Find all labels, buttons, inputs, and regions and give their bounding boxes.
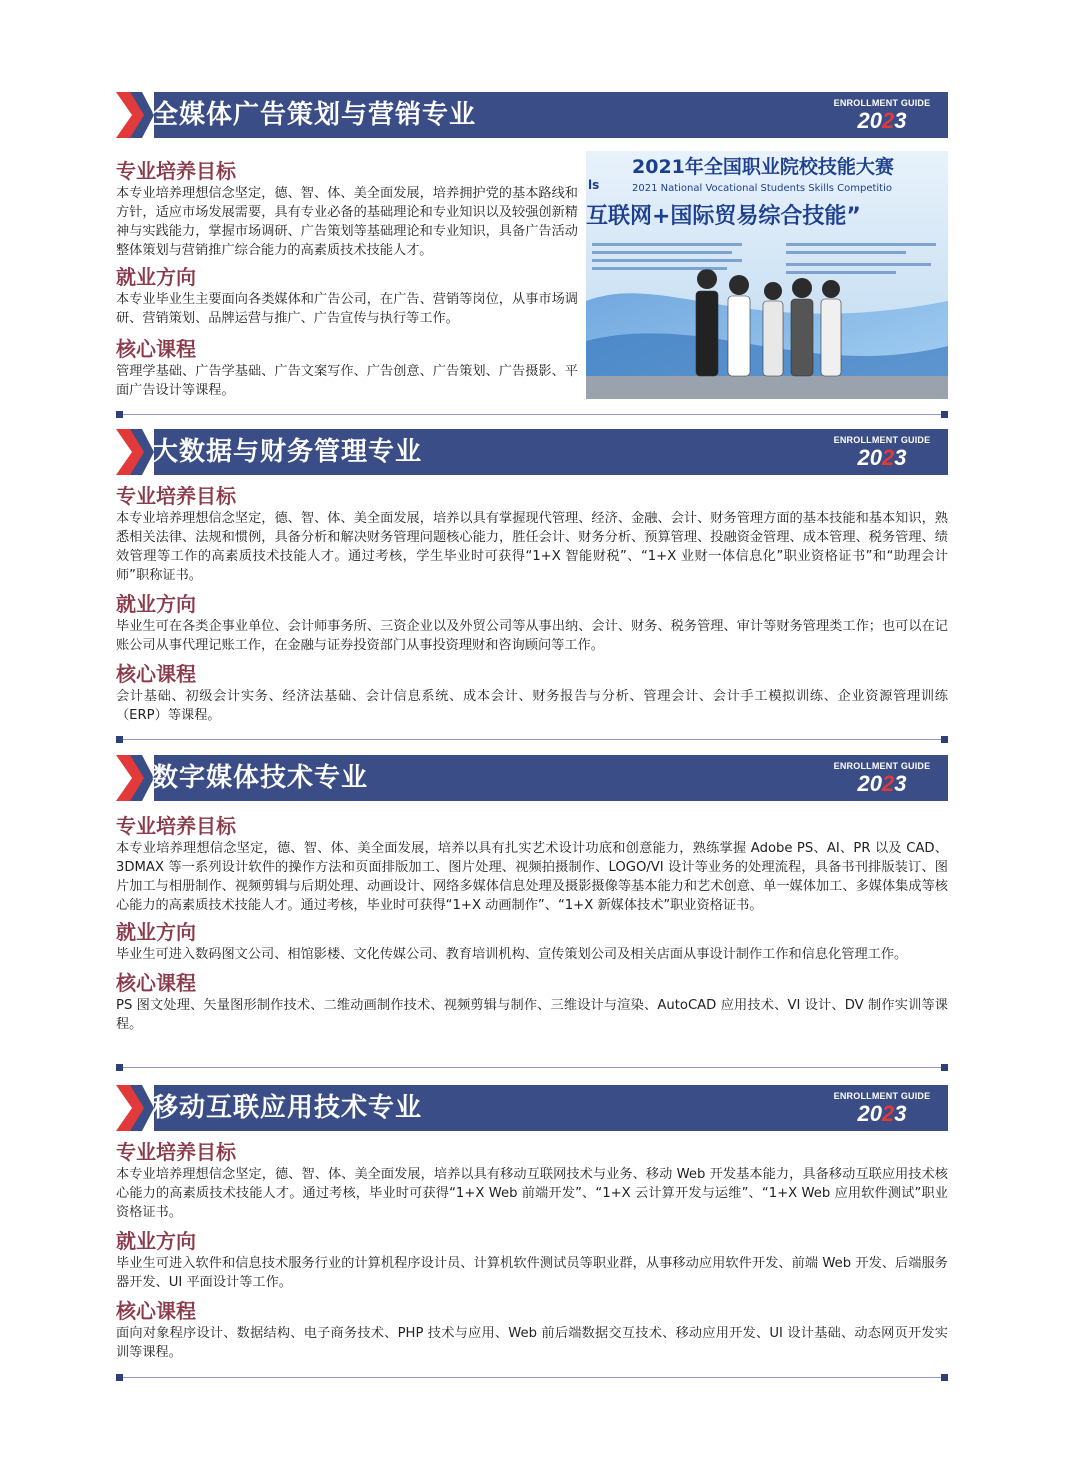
goal-heading: 专业培养目标 <box>116 814 236 838</box>
section-banner <box>116 755 948 801</box>
goal-heading: 专业培养目标 <box>116 1140 236 1164</box>
job-text: 毕业生可进入软件和信息技术服务行业的计算机程序设计员、计算机软件测试员等职业群，从事移动应用软件开发、前端 Web 开发、后端服务器开发、UI 平面设计等工作。 <box>116 1256 948 1290</box>
section-title: 数字媒体技术专业 <box>152 763 369 793</box>
job-text: 毕业生可进入数码图文公司、相馆影楼、文化传媒公司、教育培训机构、宣传策划公司及相关店面从事设计制作工作和信息化管理工作。 <box>116 947 908 962</box>
course-text: 管理学基础、广告学基础、广告文案写作、广告创意、广告策划、广告摄影、平面广告设计等课程。 <box>116 364 578 398</box>
photo-subtitle: 互联网+国际贸易综合技能” <box>586 204 861 229</box>
photo-fragment: ls <box>588 178 600 192</box>
job-heading: 就业方向 <box>116 592 196 616</box>
enrollment-guide-badge: ENROLLMENT GUIDE 2023 <box>833 1091 931 1126</box>
course-text: 面向对象程序设计、数据结构、电子商务技术、PHP 技术与应用、Web 前后端数据交互技术、移动应用开发、UI 设计基础、动态网页开发实训等课程。 <box>116 1326 948 1360</box>
goal-text: 本专业培养理想信念坚定，德、智、体、美全面发展，培养以具有扎实艺术设计功底和创意能力，熟练掌握 Adobe PS、AI、PR 以及 CAD、3DMAX 等一系列设计软件的操作方法和页面排版加工、图片处理、视频拍摄制作、LOGO/VI 设计等业务的处理流程，具备书刊排版装订、图片加工与相册制作、视频剪辑与后期处理、动画设计、网络多媒体信息处理及摄影摄像等基本能力和艺术创意、单一媒体加工、多媒体集成等核心能力的高素质技术技能人才。通过考核，毕业时可获得“1+X 动画制作”、“1+X 新媒体技术”职业资格证书。 <box>116 841 948 913</box>
course-text: PS 图文处理、矢量图形制作技术、二维动画制作技术、视频剪辑与制作、三维设计与渲染、AutoCAD 应用技术、VI 设计、DV 制作实训等课程。 <box>116 998 948 1032</box>
chevron-icon <box>116 755 154 801</box>
enrollment-guide-badge: ENROLLMENT GUIDE 2023 <box>833 761 931 796</box>
goal-text: 本专业培养理想信念坚定，德、智、体、美全面发展，培养拥护党的基本路线和方针，适应市场发展需要，具有专业必备的基础理论和专业知识以及较强创新精神与实践能力，掌握市场调研、广告策划等基础理论和专业知识，具备广告活动整体策划与营销推广综合能力的高素质技术技能人才。 <box>116 186 578 258</box>
chevron-icon <box>116 429 154 475</box>
section-title: 移动互联应用技术专业 <box>152 1093 423 1123</box>
job-heading: 就业方向 <box>116 1229 196 1253</box>
job-text: 本专业毕业生主要面向各类媒体和广告公司，在广告、营销等岗位，从事市场调研、营销策划、品牌运营与推广、广告宣传与执行等工作。 <box>116 292 578 326</box>
section-banner <box>116 1085 948 1131</box>
section-3 <box>116 755 948 1034</box>
section-divider <box>116 410 948 420</box>
course-heading: 核心课程 <box>116 662 196 686</box>
section-4 <box>116 1085 948 1362</box>
goal-text: 本专业培养理想信念坚定，德、智、体、美全面发展，培养以具有掌握现代管理、经济、金融、会计、财务管理方面的基本技能和基本知识，熟悉相关法律、法规和惯例，具备分析和解决财务管理问题核心能力，胜任会计、财务分析、预算管理、投融资金管理、成本管理、税务管理、绩效管理等工作的高素质技术技能人才。通过考核，学生毕业时可获得“1+X 智能财税”、“1+X 业财一体信息化”职业资格证书”和“助理会计师”职称证书。 <box>116 511 948 583</box>
section-banner <box>116 429 948 475</box>
section-divider <box>116 1373 948 1383</box>
enrollment-guide-badge: ENROLLMENT GUIDE 2023 <box>833 98 931 133</box>
photo-headline-cn: 2021年全国职业院校技能大赛 <box>632 156 894 178</box>
chevron-icon <box>116 1085 154 1131</box>
goal-text: 本专业培养理想信念坚定，德、智、体、美全面发展，培养以具有移动互联网技术与业务、移动 Web 开发基本能力，具备移动互联应用技术核心能力的高素质技术技能人才。通过考核，毕业时可获得“1+X Web 前端开发”、“1+X 云计算开发与运维”、“1+X Web 应用软件测试”职业资格证书。 <box>116 1167 948 1220</box>
section-divider <box>116 1063 948 1073</box>
enrollment-guide-badge: ENROLLMENT GUIDE 2023 <box>833 435 931 470</box>
course-text: 会计基础、初级会计实务、经济法基础、会计信息系统、成本会计、财务报告与分析、管理会计、会计手工模拟训练、企业资源管理训练（ERP）等课程。 <box>116 689 948 723</box>
job-text: 毕业生可在各类企事业单位、会计师事务所、三资企业以及外贸公司等从事出纳、会计、财务、税务管理、审计等财务管理类工作；也可以在记账公司从事代理记账工作，在金融与证券投资部门从事投资理财和咨询顾问等工作。 <box>116 619 948 653</box>
section-title: 大数据与财务管理专业 <box>152 437 423 467</box>
job-heading: 就业方向 <box>116 265 196 289</box>
photo-headline-en: 2021 National Vocational Students Skills Competitio <box>632 183 892 194</box>
course-heading: 核心课程 <box>116 971 196 995</box>
competition-photo <box>586 151 948 399</box>
goal-heading: 专业培养目标 <box>116 484 236 508</box>
course-heading: 核心课程 <box>116 1299 196 1323</box>
section-divider <box>116 735 948 745</box>
section-banner <box>116 92 948 138</box>
section-title: 全媒体广告策划与营销专业 <box>152 100 477 130</box>
chevron-icon <box>116 92 154 138</box>
goal-heading: 专业培养目标 <box>116 159 236 183</box>
job-heading: 就业方向 <box>116 920 196 944</box>
course-heading: 核心课程 <box>116 337 196 361</box>
section-2 <box>116 429 948 725</box>
